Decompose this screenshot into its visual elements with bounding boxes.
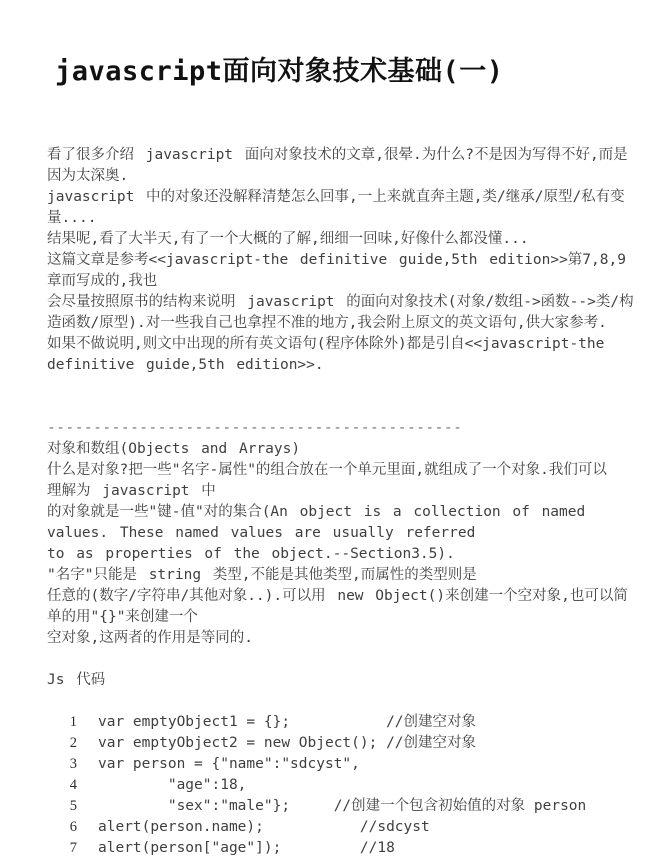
intro-paragraph <box>47 145 634 376</box>
section-paragraph <box>47 439 628 649</box>
text-line: 看了很多介绍 javascript 面向对象技术的文章,很晕.为什么?不是因为写得不好,而是 <box>47 147 628 163</box>
code-caption: Js 代码 <box>47 672 106 688</box>
text-line: 会尽量按照原书的结构来说明 javascript 的面向对象技术(对象/数组->函数-->类/构 <box>47 294 634 310</box>
code-line <box>47 817 614 838</box>
code-text: var person = {"name":"sdcyst", <box>98 756 360 772</box>
text-line: 造函数/原型).对一些我自己也拿捏不准的地方,我会附上原文的英文语句,供大家参考. <box>47 315 607 331</box>
text-line: 对象和数组(Objects and Arrays) <box>47 441 301 457</box>
code-block <box>47 712 614 859</box>
text-line: 这篇文章是参考<<javascript-the definitive guide,5th edition>>第7,8,9 <box>47 252 626 268</box>
text-line: 的对象就是一些"键-值"对的集合(An object is a collection of named <box>47 504 586 520</box>
text-line: to as properties of the object.--Section3.5). <box>47 546 455 562</box>
text-line: 因为太深奥. <box>47 168 129 184</box>
code-text: alert(person.name); //sdcyst <box>98 819 430 835</box>
code-line <box>47 712 614 733</box>
code-text: alert(person["age"]); //18 <box>98 840 395 856</box>
code-text: var emptyObject1 = {}; //创建空对象 <box>98 714 477 730</box>
line-number: 3 <box>69 756 77 772</box>
code-line <box>47 754 614 775</box>
text-line: 章而写成的,我也 <box>47 273 158 289</box>
text-line: 单的用"{}"来创建一个 <box>47 609 198 625</box>
line-number: 2 <box>69 735 77 751</box>
dashed-divider: --------------------------------------------- <box>47 420 463 436</box>
text-line: 理解为 javascript 中 <box>47 483 216 499</box>
text-line: 如果不做说明,则文中出现的所有英文语句(程序体除外)都是引自<<javascript-the <box>47 336 605 352</box>
document-content <box>0 52 655 859</box>
code-line <box>47 838 614 859</box>
text-line: 任意的(数字/字符串/其他对象..).可以用 new Object()来创建一个空对象,也可以简 <box>47 588 628 604</box>
line-number: 6 <box>69 819 77 835</box>
text-line: javascript 中的对象还没解释清楚怎么回事,一上来就直奔主题,类/继承/原型/私有变 <box>47 189 625 205</box>
code-text: "sex":"male"}; //创建一个包含初始值的对象 person <box>98 798 587 814</box>
code-text: var emptyObject2 = new Object(); //创建空对象 <box>98 735 477 751</box>
text-line: "名字"只能是 string 类型,不能是其他类型,而属性的类型则是 <box>47 567 477 583</box>
line-number: 5 <box>69 798 77 814</box>
code-line <box>47 796 614 817</box>
text-line: 空对象,这两者的作用是等同的. <box>47 630 253 646</box>
text-line: 什么是对象?把一些"名字-属性"的组合放在一个单元里面,就组成了一个对象.我们可以 <box>47 462 607 478</box>
line-number: 1 <box>69 714 77 730</box>
text-line: values. These named values are usually referred <box>47 525 476 541</box>
line-number: 7 <box>69 840 77 856</box>
code-line <box>47 733 614 754</box>
code-text: "age":18, <box>98 777 247 793</box>
text-line: 结果呢,看了大半天,有了一个大概的了解,细细一回味,好像什么都没懂... <box>47 231 529 247</box>
code-line <box>47 775 614 796</box>
line-number: 4 <box>69 777 77 793</box>
text-line: 量.... <box>47 210 97 226</box>
page-title: javascript面向对象技术基础(一) <box>55 56 504 87</box>
objects-arrays-section <box>47 418 628 649</box>
text-line: definitive guide,5th edition>>. <box>47 357 324 373</box>
